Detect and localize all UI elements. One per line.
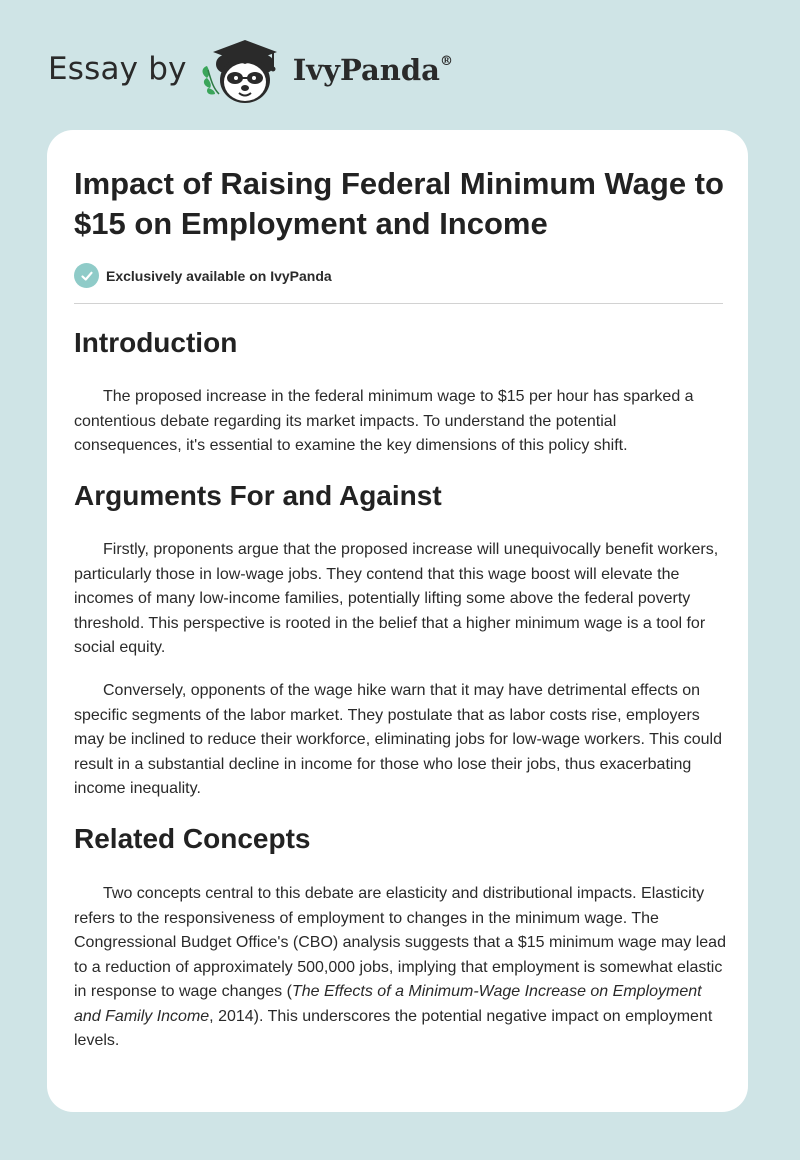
panda-logo-svg bbox=[199, 34, 291, 108]
section-heading-arguments: Arguments For and Against bbox=[74, 480, 442, 511]
section-heading-introduction: Introduction bbox=[74, 327, 238, 358]
registered-mark: ® bbox=[439, 54, 453, 70]
paragraph: Conversely, opponents of the wage hike warn that it may have detrimental effects on specific segments of the labor market. They postulate that as labor costs rise, employers may be inclined to reduce their workforce, eliminating jobs for low-wage workers. This could result in a substantial decline in income for those who lose their jobs, thus exacerbating income inequality. bbox=[74, 682, 722, 797]
divider bbox=[74, 303, 723, 304]
check-icon bbox=[74, 263, 99, 288]
section-heading-related-concepts: Related Concepts bbox=[74, 823, 311, 854]
page-title: Impact of Raising Federal Minimum Wage to $15 on Employment and Income bbox=[74, 166, 724, 241]
brand-name[interactable] bbox=[293, 53, 453, 87]
site-header bbox=[48, 34, 508, 108]
exclusive-label: Exclusively available on IvyPanda bbox=[106, 267, 332, 284]
brand-label: IvyPanda bbox=[292, 53, 440, 87]
paragraph: The proposed increase in the federal minimum wage to $15 per hour has sparked a contentious debate regarding its market impacts. To understand the potential consequences, it's essential to examine the key dimensions of this policy shift. bbox=[74, 388, 694, 454]
panda-graduate-icon[interactable] bbox=[199, 34, 291, 108]
exclusive-badge bbox=[74, 263, 332, 288]
paragraph-text: , 2014). This underscores the potential negative impact on employment levels. bbox=[74, 1007, 713, 1049]
paragraph bbox=[74, 882, 726, 1054]
citation-title: The Effects of a Minimum-Wage Increase on Employment and Family Income bbox=[74, 983, 702, 1025]
paragraph: Firstly, proponents argue that the proposed increase will unequivocally benefit workers, particularly those in low-wage jobs. They contend that this wage boost will elevate the incomes of many low-income families, potentially lifting some above the federal poverty threshold. This perspective is rooted in the belief that a higher minimum wage is a tool for social equity. bbox=[74, 541, 719, 656]
paragraph-text: Two concepts central to this debate are elasticity and distributional impacts. Elasticity refers to the responsiveness of employment to changes in the minimum wage. The Congressional Budget Office's (CBO) analysis suggests that a $15 minimum wage may lead to a reduction of approximately 500,000 jobs, implying that employment is somewhat elastic in response to wage changes ( bbox=[74, 885, 726, 1000]
essay-card bbox=[47, 130, 748, 1112]
essay-by-label: Essay by bbox=[48, 51, 187, 87]
